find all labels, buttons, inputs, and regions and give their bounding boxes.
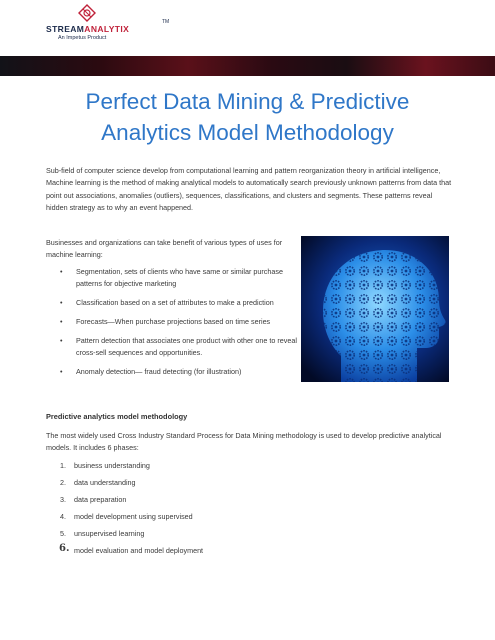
list-item	[60, 545, 203, 557]
list-item-label: business understanding	[74, 461, 150, 470]
uses-list	[60, 266, 300, 385]
list-number: 1.	[60, 461, 66, 470]
list-item-label: model development using supervised	[74, 512, 193, 521]
company-logo	[44, 4, 170, 41]
intro-paragraph: Sub-field of computer science develop from computational learning and pattern reorganization theory in artificial intelligence, Machine learning is the method of making analytical models to automatically search previously unknown patterns from data that point out associations, anomalies (outliers), sequences, classifications, and clusters and segments. These patterns reveal hidden strategy as to why an event happened.	[46, 166, 452, 212]
list-item	[60, 460, 203, 472]
list-item	[60, 477, 203, 489]
page-title	[20, 86, 475, 148]
list-item: • Classification based on a set of attributes to make a prediction	[60, 297, 300, 309]
list-number: 3.	[60, 495, 66, 504]
list-number: 5.	[60, 529, 66, 538]
logo-wordmark: STREAMANALYTIX	[46, 24, 130, 34]
list-item	[60, 511, 203, 523]
title-line-2: Analytics Model Methodology	[101, 120, 394, 145]
header-banner	[0, 56, 495, 76]
list-item-label: model evaluation and model deployment	[74, 546, 204, 555]
list-item: • Segmentation, sets of clients who have same or similar purchase patterns for objective marketing	[60, 266, 300, 290]
title-line-1: Perfect Data Mining & Predictive	[85, 89, 410, 114]
list-item	[60, 494, 203, 506]
logo-trademark: TM	[162, 19, 170, 25]
methodology-paragraph: The most widely used Cross Industry Standard Process for Data Mining methodology is used to develop predictive analytical models. It includes 6 phases:	[46, 431, 442, 453]
head-with-gears-image	[301, 236, 449, 382]
list-number: 6.	[59, 543, 70, 554]
list-number: 2.	[60, 478, 66, 487]
list-item: • Forecasts—When purchase projections based on time series	[60, 316, 300, 328]
section-heading: Predictive analytics model methodology	[46, 412, 188, 421]
list-item	[60, 528, 203, 540]
list-item: • Pattern detection that associates one product with other one to reveal cross-sell sequences and opportunities.	[60, 335, 300, 359]
list-item-label: data preparation	[74, 495, 127, 504]
list-item: • Anomaly detection— fraud detecting (for illustration)	[60, 366, 300, 378]
list-item-label: unsupervised learning	[74, 529, 145, 538]
logo-tagline: An Impetus Product	[58, 35, 107, 41]
diamond-gear-icon	[78, 4, 96, 22]
list-item-label: data understanding	[74, 478, 136, 487]
phases-list	[60, 460, 203, 562]
uses-paragraph: Businesses and organizations can take benefit of various types of uses for machine learning:	[46, 238, 283, 260]
list-number: 4.	[60, 512, 66, 521]
